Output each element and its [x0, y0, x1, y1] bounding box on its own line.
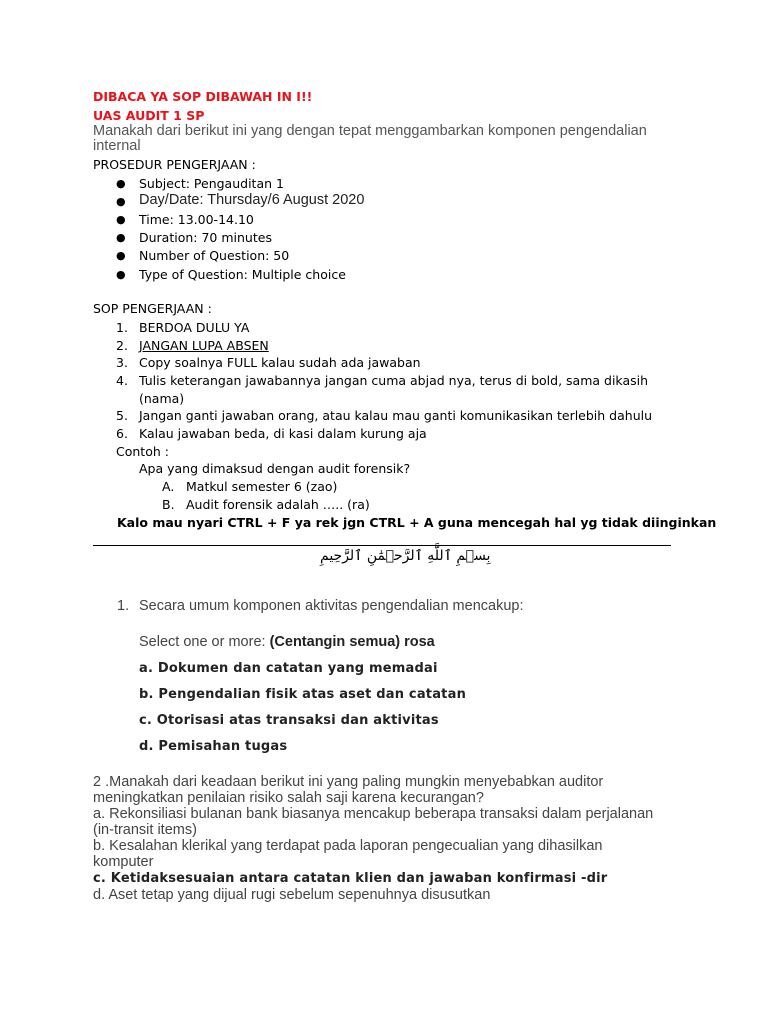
warning-heading: DIBACA YA SOP DIBAWAH IN I!!	[93, 89, 313, 104]
list-item-continuation: (nama)	[139, 391, 185, 406]
list-item: JANGAN LUPA ABSEN	[139, 338, 269, 353]
bullet-icon: ●	[116, 213, 126, 226]
prosedur-title: PROSEDUR PENGERJAAN :	[93, 157, 256, 172]
contoh-label: Contoh :	[116, 444, 169, 459]
contoh-option: Audit forensik adalah ….. (ra)	[186, 497, 370, 512]
bullet-icon: ●	[116, 231, 126, 244]
q1-option: d. Pemisahan tugas	[139, 739, 288, 754]
q2-option-a-cont: (in-transit items)	[93, 822, 197, 838]
list-item: Subject: Pengauditan 1	[139, 176, 284, 191]
list-number: 3.	[116, 355, 128, 370]
list-item: Copy soalnya FULL kalau sudah ada jawaban	[139, 355, 421, 370]
search-note: Kalo mau nyari CTRL + F ya rek jgn CTRL + A guna mencegah hal yg tidak diinginkan	[117, 515, 717, 530]
q1-option: b. Pengendalian fisik atas aset dan catatan	[139, 687, 467, 702]
q2-option-c: c. Ketidaksesuaian antara catatan klien dan jawaban konfirmasi -dir	[93, 871, 608, 886]
list-item: Day/Date: Thursday/6 August 2020	[139, 192, 365, 208]
option-letter: A.	[162, 479, 175, 494]
list-item: Jangan ganti jawaban orang, atau kalau mau ganti komunikasikan terlebih dahulu	[139, 408, 653, 423]
list-item: Duration: 70 minutes	[139, 230, 272, 245]
list-item: Tulis keterangan jawabannya jangan cuma abjad nya, terus di bold, sama dikasih	[139, 373, 649, 388]
list-item: Kalau jawaban beda, di kasi dalam kurung aja	[139, 426, 427, 441]
q2-text-line: meningkatkan penilaian risiko salah saji karena kecurangan?	[93, 790, 484, 806]
bismillah-calligraphy: بِسۡمِ ٱللَّهِ ٱلرَّحۡمَٰنِ ٱلرَّحِيمِ	[320, 548, 491, 564]
q2-option-d: d. Aset tetap yang dijual rugi sebelum sepenuhnya disusutkan	[93, 887, 491, 903]
list-number: 5.	[116, 408, 128, 423]
contoh-option: Matkul semester 6 (zao)	[186, 479, 338, 494]
list-number: 6.	[116, 426, 128, 441]
option-letter: B.	[162, 497, 175, 512]
q2-text-line: 2 .Manakah dari keadaan berikut ini yang paling mungkin menyebabkan auditor	[93, 774, 604, 790]
list-item: BERDOA DULU YA	[139, 320, 250, 335]
contoh-question: Apa yang dimaksud dengan audit forensik?	[139, 461, 411, 476]
list-number: 2.	[116, 338, 128, 353]
bullet-icon: ●	[116, 195, 126, 208]
list-item: Type of Question: Multiple choice	[139, 267, 346, 282]
q1-option: c. Otorisasi atas transaksi dan aktivitas	[139, 713, 439, 728]
q1-text: Secara umum komponen aktivitas pengendalian mencakup:	[139, 598, 524, 614]
bullet-icon: ●	[116, 268, 126, 281]
q1-option: a. Dokumen dan catatan yang memadai	[139, 661, 438, 676]
q1-number: 1.	[117, 598, 130, 614]
bullet-icon: ●	[116, 249, 126, 262]
q2-option-a: a. Rekonsiliasi bulanan bank biasanya mencakup beberapa transaksi dalam perjalanan	[93, 806, 654, 822]
divider	[93, 545, 671, 546]
list-number: 4.	[116, 373, 128, 388]
bullet-icon: ●	[116, 177, 126, 190]
question-topic: Manakah dari berikut ini yang dengan tepat menggambarkan komponen pengendalian internal	[93, 123, 647, 154]
select-label: Select one or more:	[139, 634, 270, 650]
select-note: (Centangin semua) rosa	[269, 634, 435, 650]
sop-title: SOP PENGERJAAN :	[93, 301, 212, 316]
q2-option-b-cont: komputer	[93, 854, 154, 870]
list-item: Number of Question: 50	[139, 248, 290, 263]
q2-option-b: b. Kesalahan klerikal yang terdapat pada laporan pengecualian yang dihasilkan	[93, 838, 603, 854]
course-heading: UAS AUDIT 1 SP	[93, 108, 205, 123]
select-instruction	[139, 634, 435, 650]
list-item: Time: 13.00-14.10	[139, 212, 254, 227]
list-number: 1.	[116, 320, 128, 335]
